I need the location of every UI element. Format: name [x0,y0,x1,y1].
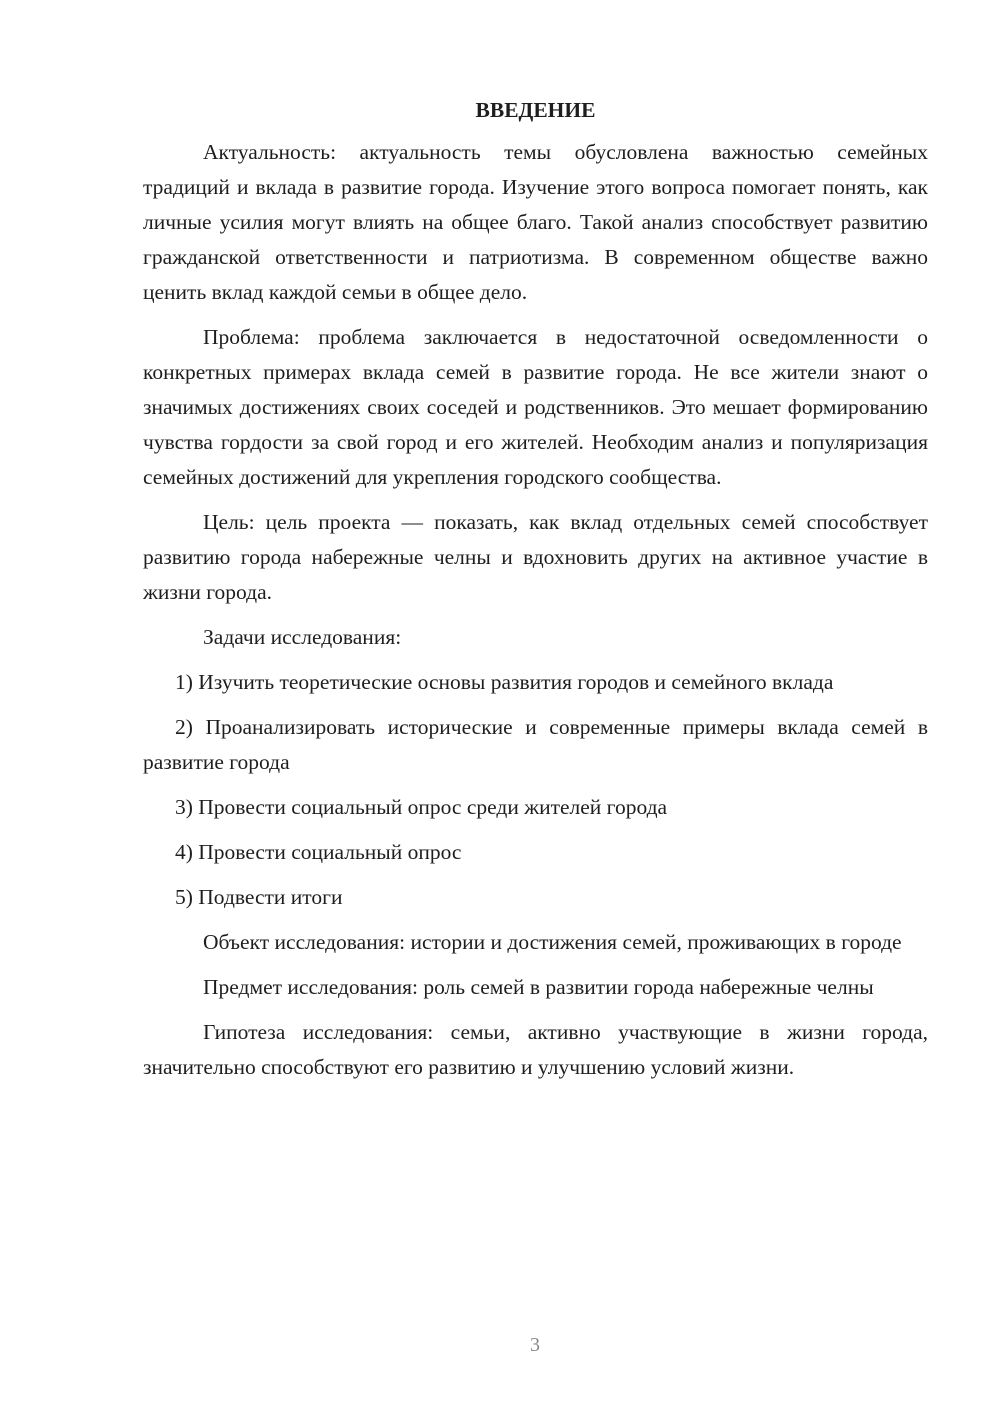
task-item: 1) Изучить теоретические основы развития городов и семейного вклада [175,670,834,694]
task-item: 5) Подвести итоги [175,885,343,909]
subject-paragraph: Предмет исследования: роль семей в развитии города набережные челны [203,975,874,999]
goal-paragraph: Цель: цель проекта — показать, как вклад отдельных семей способствует развитию города набережные челны и вдохновить других на активное участие в жизни города. [143,510,928,604]
hypothesis-paragraph: Гипотеза исследования: семьи, активно участвующие в жизни города, значительно способствуют его развитию и улучшению условий жизни. [143,1020,928,1079]
relevance-paragraph: Актуальность: актуальность темы обусловлена важностью семейных традиций и вклада в развитие города. Изучение этого вопроса помогает понять, как личные усилия могут влиять на общее благо. Такой анализ способствует развитию гражданской ответственности и патриотизма. В современном обществе важно ценить вклад каждой семьи в общее дело. [143,140,928,304]
object-paragraph: Объект исследования: истории и достижения семей, проживающих в городе [203,930,902,954]
page-title: ВВЕДЕНИЕ [475,98,596,122]
document-page [143,93,928,1095]
problem-paragraph: Проблема: проблема заключается в недостаточной осведомленности о конкретных примерах вклада семей в развитие города. Не все жители знают о значимых достижениях своих соседей и родственников. Это мешает формированию чувства гордости за свой город и его жителей. Необходим анализ и популяризация семейных достижений для укрепления городского сообщества. [143,325,928,489]
tasks-label: Задачи исследования: [203,625,402,649]
task-item: 3) Провести социальный опрос среди жителей города [175,795,668,819]
task-item: 4) Провести социальный опрос [175,840,462,864]
task-item: 2) Проанализировать исторические и современные примеры вклада семей в развитие города [143,715,928,774]
page-number: 3 [530,1334,540,1356]
